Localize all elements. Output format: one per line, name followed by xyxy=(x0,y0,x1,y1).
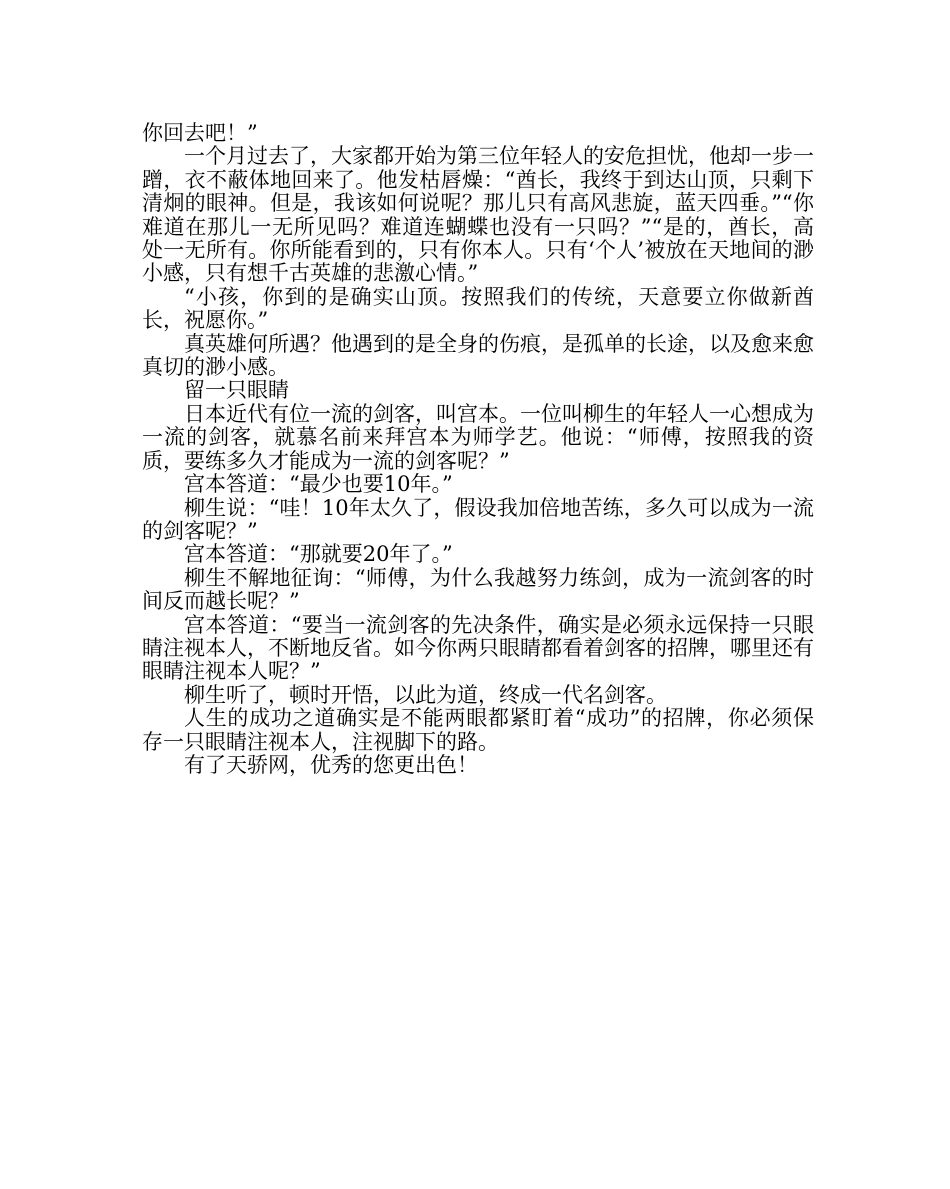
paragraph-8: 柳生说：“哇！10年太久了，假设我加倍地苦练，多久可以成为一流的剑客呢？” xyxy=(142,495,814,543)
document-body xyxy=(142,122,814,777)
paragraph-10: 柳生不解地征询：“师傅，为什么我越努力练剑，成为一流剑客的时间反而越长呢？” xyxy=(142,565,814,614)
closing-line: 有了天骄网，优秀的您更出色！ xyxy=(184,752,478,777)
paragraph-4: 真英雄何所遇？他遇到的是全身的伤痕，是孤单的长途，以及愈来愈真切的渺小感。 xyxy=(142,331,814,380)
paragraph-13: 人生的成功之道确实是不能两眼都紧盯着“成功”的招牌，你必须保存一只眼睛注视本人，注视脚下的路。 xyxy=(142,706,814,754)
paragraph-3: “小孩，你到的是确实山顶。按照我们的传统，天意要立你做新酋长，祝愿你。” xyxy=(142,284,814,333)
paragraph-1: 你回去吧！” xyxy=(142,121,258,145)
paragraph-9: 宫本答道：“那就要20年了。” xyxy=(184,542,453,567)
paragraph-7: 宫本答道：“最少也要10年。” xyxy=(184,472,453,497)
paragraph-12: 柳生听了，顿时开悟，以此为道，终成一代名剑客。 xyxy=(184,682,667,707)
paragraph-2: 一个月过去了，大家都开始为第三位年轻人的安危担忧，他却一步一蹭，衣不蔽体地回来了。他发枯唇燥：“酋长，我终于到达山顶，只剩下清炯的眼神。但是，我该如何说呢？那儿只有高风悲旋，蓝天四垂。”“你难道在那儿一无所见吗？难道连蝴蝶也没有一只吗？”“是的，酋长，高处一无所有。你所能看到的，只有你本人。只有‘个人’被放在天地间的渺小感，只有想千古英雄的悲激心情。” xyxy=(142,144,814,286)
paragraph-11: 宫本答道：“要当一流剑客的先决条件，确实是必须永远保持一只眼睛注视本人，不断地反省。如今你两只眼睛都看着剑客的招牌，哪里还有眼睛注视本人呢？” xyxy=(142,612,814,684)
paragraph-6: 日本近代有位一流的剑客，叫宫本。一位叫柳生的年轻人一心想成为一流的剑客，就慕名前来拜宫本为师学艺。他说：“师傅，按照我的资质，要练多久才能成为一流的剑客呢？” xyxy=(142,401,814,473)
section-heading: 留一只眼睛 xyxy=(184,378,289,403)
